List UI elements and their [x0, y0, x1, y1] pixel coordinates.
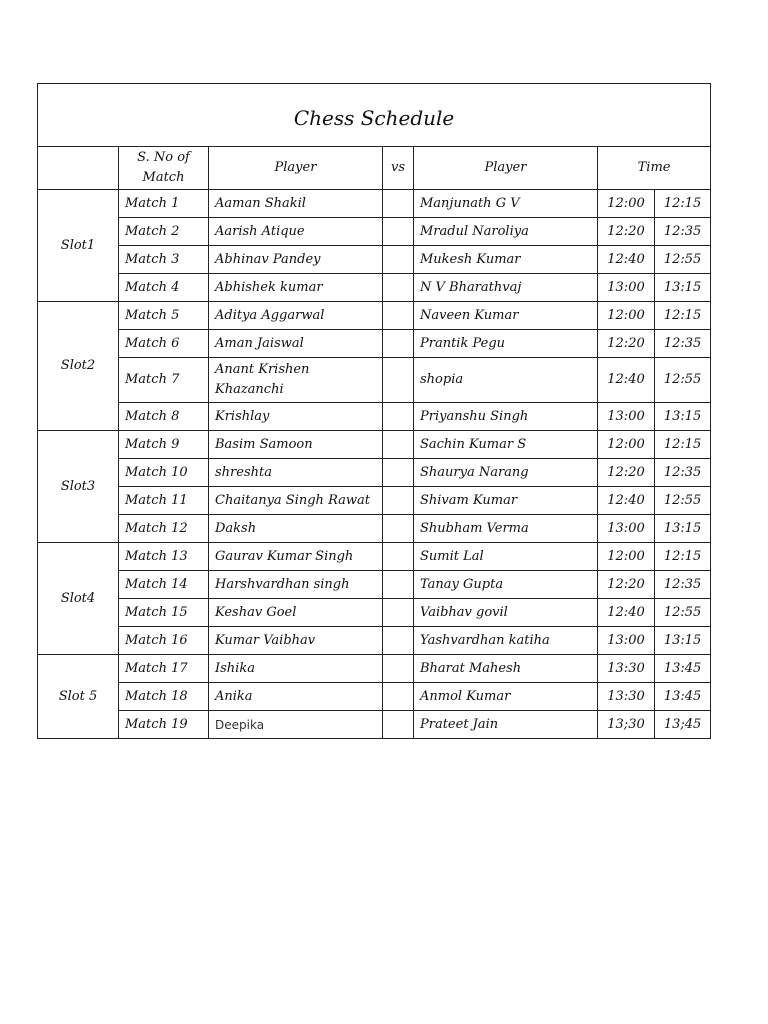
vs-cell	[383, 599, 414, 627]
player2-cell: N V Bharathvaj	[414, 274, 598, 302]
player2-cell: Sachin Kumar S	[414, 431, 598, 459]
start-time-cell: 12:40	[598, 487, 655, 515]
header-sno-line1: S. No of	[137, 150, 190, 165]
player2-cell: Yashvardhan katiha	[414, 627, 598, 655]
table-row	[38, 599, 711, 627]
end-time-cell: 12:15	[655, 431, 711, 459]
vs-cell	[383, 302, 414, 330]
match-no-cell: Match 11	[119, 487, 209, 515]
header-row	[38, 147, 711, 190]
player1-cell: Aditya Aggarwal	[209, 302, 383, 330]
player1-cell: Aaman Shakil	[209, 190, 383, 218]
vs-cell	[383, 515, 414, 543]
match-no-cell: Match 4	[119, 274, 209, 302]
end-time-cell: 12:35	[655, 218, 711, 246]
end-time-cell: 12:35	[655, 571, 711, 599]
player1-cell: Chaitanya Singh Rawat	[209, 487, 383, 515]
player2-cell: Priyanshu Singh	[414, 403, 598, 431]
match-no-cell: Match 9	[119, 431, 209, 459]
match-no-cell: Match 5	[119, 302, 209, 330]
vs-cell	[383, 711, 414, 739]
vs-cell	[383, 655, 414, 683]
start-time-cell: 12:00	[598, 431, 655, 459]
header-sno-line2: Match	[142, 170, 185, 185]
player2-cell: Shivam Kumar	[414, 487, 598, 515]
table-row	[38, 274, 711, 302]
end-time-cell: 12:15	[655, 543, 711, 571]
table-row	[38, 190, 711, 218]
match-no-cell: Match 17	[119, 655, 209, 683]
vs-cell	[383, 683, 414, 711]
vs-cell	[383, 358, 414, 403]
match-no-cell: Match 2	[119, 218, 209, 246]
player1-cell: Deepika	[209, 711, 383, 739]
start-time-cell: 12:00	[598, 302, 655, 330]
header-player2: Player	[414, 147, 598, 190]
start-time-cell: 12:00	[598, 543, 655, 571]
end-time-cell: 12:15	[655, 302, 711, 330]
start-time-cell: 12:20	[598, 330, 655, 358]
vs-cell	[383, 627, 414, 655]
table-row	[38, 571, 711, 599]
player2-cell: Bharat Mahesh	[414, 655, 598, 683]
player2-cell: Anmol Kumar	[414, 683, 598, 711]
player2-cell: Mukesh Kumar	[414, 246, 598, 274]
start-time-cell: 12:40	[598, 246, 655, 274]
table-row	[38, 459, 711, 487]
end-time-cell: 12:55	[655, 487, 711, 515]
header-time: Time	[598, 147, 711, 190]
player1-cell: Aman Jaiswal	[209, 330, 383, 358]
player2-cell: Mradul Naroliya	[414, 218, 598, 246]
vs-cell	[383, 190, 414, 218]
player1-cell: Basim Samoon	[209, 431, 383, 459]
match-no-cell: Match 16	[119, 627, 209, 655]
player1-cell: Harshvardhan singh	[209, 571, 383, 599]
match-no-cell: Match 18	[119, 683, 209, 711]
match-no-cell: Match 7	[119, 358, 209, 403]
player2-cell: Sumit Lal	[414, 543, 598, 571]
vs-cell	[383, 487, 414, 515]
table-row	[38, 487, 711, 515]
player1-cell: Abhinav Pandey	[209, 246, 383, 274]
end-time-cell: 12:35	[655, 330, 711, 358]
match-no-cell: Match 8	[119, 403, 209, 431]
player1-cell: Gaurav Kumar Singh	[209, 543, 383, 571]
start-time-cell: 12:40	[598, 599, 655, 627]
start-time-cell: 12:00	[598, 190, 655, 218]
vs-cell	[383, 459, 414, 487]
player2-cell: Vaibhav govil	[414, 599, 598, 627]
vs-cell	[383, 246, 414, 274]
slot-label: Slot3	[38, 431, 119, 543]
table-row	[38, 403, 711, 431]
vs-cell	[383, 274, 414, 302]
player2-cell: Prateet Jain	[414, 711, 598, 739]
start-time-cell: 13:00	[598, 403, 655, 431]
match-no-cell: Match 3	[119, 246, 209, 274]
end-time-cell: 12:35	[655, 459, 711, 487]
end-time-cell: 13:45	[655, 683, 711, 711]
table-row	[38, 358, 711, 403]
player2-cell: Shubham Verma	[414, 515, 598, 543]
end-time-cell: 12:55	[655, 599, 711, 627]
match-no-cell: Match 14	[119, 571, 209, 599]
vs-cell	[383, 403, 414, 431]
player1-cell: Anant Krishen Khazanchi	[209, 358, 383, 403]
schedule-sheet	[37, 83, 710, 739]
player1-cell: Keshav Goel	[209, 599, 383, 627]
table-row	[38, 330, 711, 358]
player2-cell: Naveen Kumar	[414, 302, 598, 330]
player1-cell: Krishlay	[209, 403, 383, 431]
match-no-cell: Match 1	[119, 190, 209, 218]
table-row	[38, 711, 711, 739]
header-player1: Player	[209, 147, 383, 190]
start-time-cell: 12:20	[598, 571, 655, 599]
header-slot	[38, 147, 119, 190]
end-time-cell: 13;45	[655, 711, 711, 739]
table-row	[38, 515, 711, 543]
start-time-cell: 12:40	[598, 358, 655, 403]
start-time-cell: 12:20	[598, 218, 655, 246]
start-time-cell: 13;30	[598, 711, 655, 739]
player1-cell: Aarish Atique	[209, 218, 383, 246]
player2-cell: Prantik Pegu	[414, 330, 598, 358]
table-row	[38, 655, 711, 683]
match-no-cell: Match 15	[119, 599, 209, 627]
end-time-cell: 13:15	[655, 274, 711, 302]
table-row	[38, 218, 711, 246]
slot-label: Slot2	[38, 302, 119, 431]
player1-cell: shreshta	[209, 459, 383, 487]
table-row	[38, 431, 711, 459]
player2-cell: Shaurya Narang	[414, 459, 598, 487]
vs-cell	[383, 571, 414, 599]
player2-cell: Tanay Gupta	[414, 571, 598, 599]
slot-label: Slot1	[38, 190, 119, 302]
page-title: Chess Schedule	[38, 84, 711, 147]
end-time-cell: 13:15	[655, 403, 711, 431]
table-row	[38, 543, 711, 571]
slot-label: Slot4	[38, 543, 119, 655]
end-time-cell: 12:15	[655, 190, 711, 218]
schedule-table	[37, 83, 711, 739]
start-time-cell: 13:00	[598, 274, 655, 302]
match-no-cell: Match 19	[119, 711, 209, 739]
player1-cell: Daksh	[209, 515, 383, 543]
start-time-cell: 13:00	[598, 515, 655, 543]
player2-cell: Manjunath G V	[414, 190, 598, 218]
table-row	[38, 246, 711, 274]
player1-cell: Anika	[209, 683, 383, 711]
vs-cell	[383, 431, 414, 459]
table-row	[38, 627, 711, 655]
end-time-cell: 12:55	[655, 358, 711, 403]
end-time-cell: 13:15	[655, 515, 711, 543]
player2-cell: shopia	[414, 358, 598, 403]
end-time-cell: 13:15	[655, 627, 711, 655]
table-row	[38, 683, 711, 711]
player1-cell: Ishika	[209, 655, 383, 683]
match-no-cell: Match 10	[119, 459, 209, 487]
player1-cell: Kumar Vaibhav	[209, 627, 383, 655]
start-time-cell: 13:30	[598, 683, 655, 711]
start-time-cell: 13:00	[598, 627, 655, 655]
end-time-cell: 13:45	[655, 655, 711, 683]
match-no-cell: Match 12	[119, 515, 209, 543]
header-vs: vs	[383, 147, 414, 190]
player1-cell: Abhishek kumar	[209, 274, 383, 302]
start-time-cell: 12:20	[598, 459, 655, 487]
table-row	[38, 302, 711, 330]
vs-cell	[383, 543, 414, 571]
start-time-cell: 13:30	[598, 655, 655, 683]
vs-cell	[383, 330, 414, 358]
match-no-cell: Match 13	[119, 543, 209, 571]
vs-cell	[383, 218, 414, 246]
end-time-cell: 12:55	[655, 246, 711, 274]
header-match-no	[119, 147, 209, 190]
slot-label: Slot 5	[38, 655, 119, 739]
match-no-cell: Match 6	[119, 330, 209, 358]
